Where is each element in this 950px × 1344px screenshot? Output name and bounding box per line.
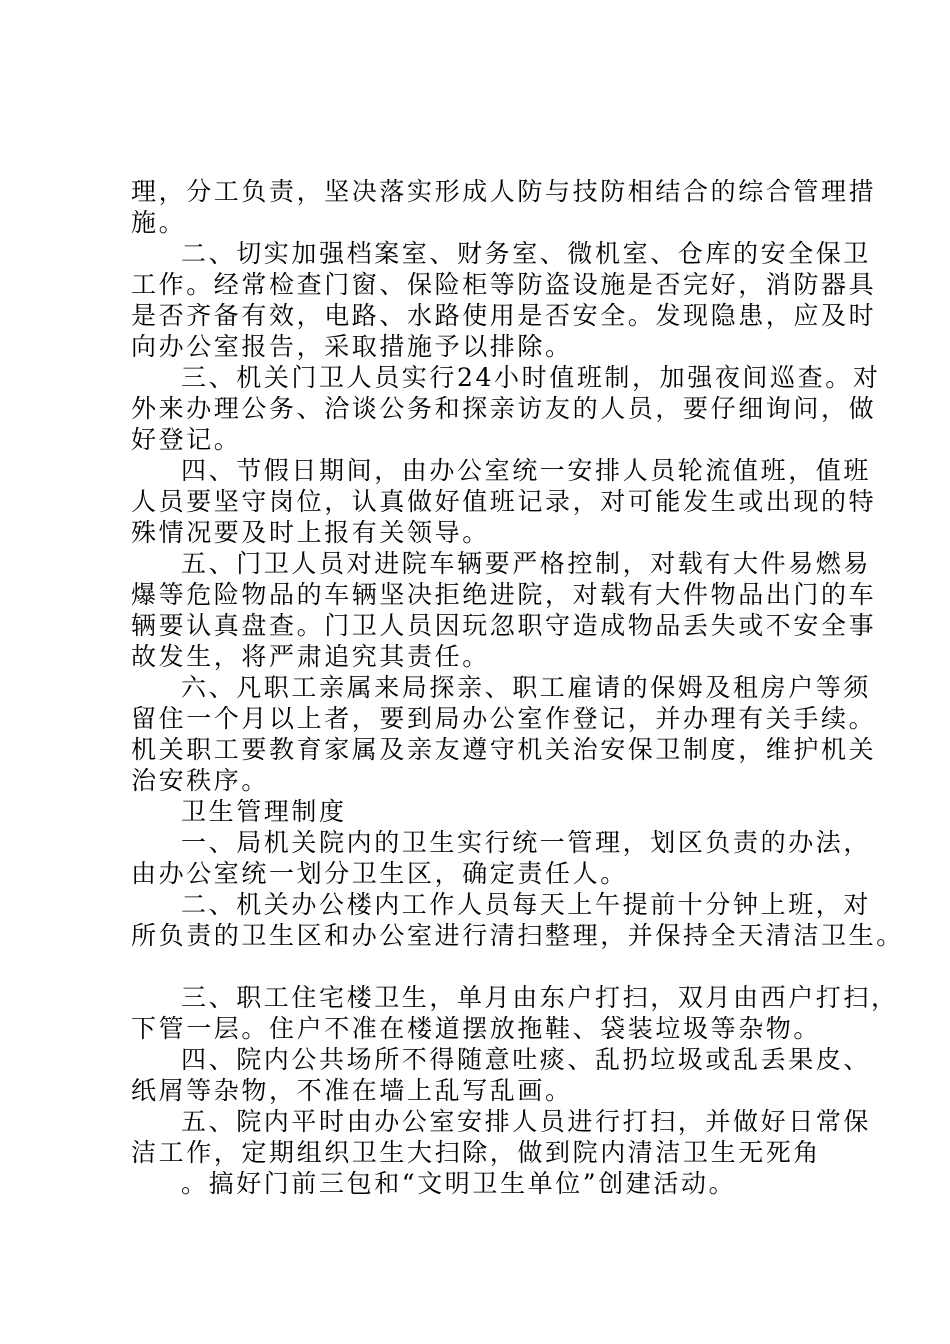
text-line: 施。 (131, 208, 187, 237)
text-line: 下管一层。住户不准在楼道摆放拖鞋、袋装垃圾等杂物。 (131, 1014, 822, 1043)
paragraph-first-line: 四、节假日期间，由办公室统一安排人员轮流值班，值班 (181, 456, 872, 485)
paragraph-first-line: 三、职工住宅楼卫生，单月由东户打扫，双月由西户打扫， (181, 983, 899, 1012)
text-line: 机关职工要教育家属及亲友遵守机关治安保卫制度，维护机关 (131, 735, 877, 764)
paragraph-first-line: 二、切实加强档案室、财务室、微机室、仓库的安全保卫 (181, 239, 872, 268)
text-line: 向办公室报告，采取措施予以排除。 (131, 332, 573, 361)
text-line: 爆等危险物品的车辆坚决拒绝进院，对载有大件物品出门的车 (131, 580, 877, 609)
text-line: 辆要认真盘查。门卫人员因玩忽职守造成物品丢失或不安全事 (131, 611, 877, 640)
paragraph-first-line: 五、院内平时由办公室安排人员进行打扫，并做好日常保 (181, 1107, 872, 1136)
text-line: 洁工作，定期组织卫生大扫除，做到院内清洁卫生无死角 (131, 1138, 822, 1167)
text-line: 外来办理公务、洽谈公务和探亲访友的人员，要仔细询问，做 (131, 394, 877, 423)
text-line: 由办公室统一划分卫生区，确定责任人。 (131, 859, 628, 888)
text-line: 。搞好门前三包和“文明卫生单位”创建活动。 (181, 1169, 737, 1198)
text-line: 治安秩序。 (131, 766, 270, 795)
text-line: 理，分工负责，坚决落实形成人防与技防相结合的综合管理措 (131, 177, 877, 206)
paragraph-first-line: 三、机关门卫人员实行24小时值班制，加强夜间巡查。对 (181, 363, 881, 392)
paragraph-first-line: 四、院内公共场所不得随意吐痰、乱扔垃圾或乱丢果皮、 (181, 1045, 872, 1074)
text-line: 是否齐备有效，电路、水路使用是否安全。发现隐患，应及时 (131, 301, 877, 330)
paragraph-first-line: 六、凡职工亲属来局探亲、职工雇请的保姆及租房户等须 (181, 673, 872, 702)
text-line: 好登记。 (131, 425, 242, 454)
text-line: 纸屑等杂物，不准在墙上乱写乱画。 (131, 1076, 573, 1105)
text-line: 故发生，将严肃追究其责任。 (131, 642, 490, 671)
text-line: 所负责的卫生区和办公室进行清扫整理，并保持全天清洁卫生。 (131, 921, 904, 950)
text-line: 工作。经常检查门窗、保险柜等防盗设施是否完好，消防器具 (131, 270, 877, 299)
section-heading: 卫生管理制度 (181, 797, 347, 826)
paragraph-first-line: 二、机关办公楼内工作人员每天上午提前十分钟上班，对 (181, 890, 872, 919)
paragraph-first-line: 一、局机关院内的卫生实行统一管理，划区负责的办法， (181, 828, 872, 857)
paragraph-first-line: 五、门卫人员对进院车辆要严格控制，对载有大件易燃易 (181, 549, 872, 578)
text-line: 殊情况要及时上报有关领导。 (131, 518, 490, 547)
text-line: 留住一个月以上者，要到局办公室作登记，并办理有关手续。 (131, 704, 877, 733)
text-line: 人员要坚守岗位，认真做好值班记录，对可能发生或出现的特 (131, 487, 877, 516)
